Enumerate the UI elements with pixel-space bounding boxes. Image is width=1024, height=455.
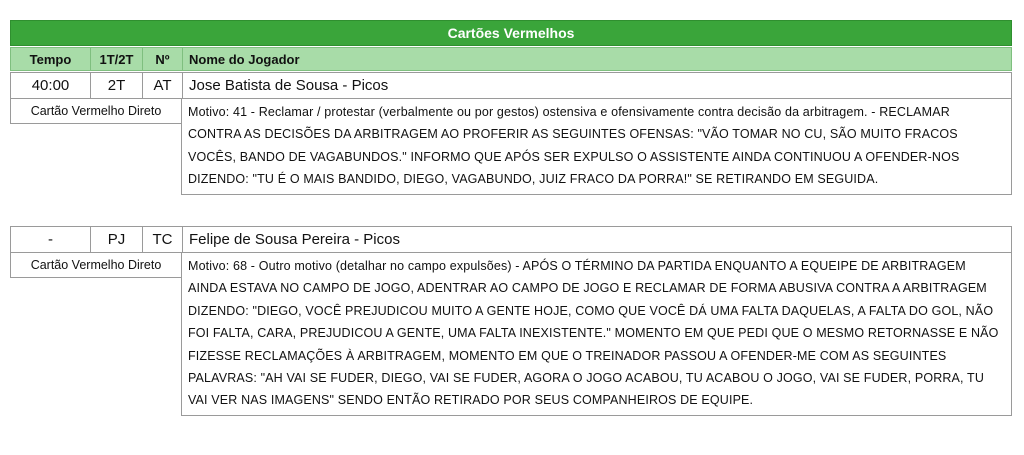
card-type: Cartão Vermelho Direto xyxy=(10,253,182,278)
section-title xyxy=(10,20,1012,46)
card-detail-row xyxy=(10,99,1012,195)
card-reason: Motivo: 68 - Outro motivo (detalhar no campo expulsões) - APÓS O TÉRMINO DA PARTIDA ENQUANTO A EQUEIPE DE ARBITRAGEM AINDA ESTAVA NO CAMPO DE JOGO, ADENTRAR AO CAMPO DE JOGO E RECLAMAR DE FORMA ABUSIVA CONTRA A ARBITRAGEM DIZENDO: "DIEGO, VOCÊ PREJUDICOU MUITO A GENTE HOJE, COMO QUE VOCÊ DÁ UMA FALTA DAQUELAS, A FALTA DO GOL, NÃO FOI FALTA, CARA, PREJUDICOU A GENTE, UMA FALTA INEXISTENTE." MOMENTO EM QUE PEDI QUE O MESMO RETORNASSE E NÃO FIZESSE RECLAMAÇÕES À ARBITRAGEM, MOMENTO EM QUE O TREINADOR PASSOU A OFENDER-ME COM AS SEGUINTES PALAVRAS: "AH VAI SE FUDER, DIEGO, VAI SE FUDER, AGORA O JOGO ACABOU, TU ACABOU O JOGO, VAI SE FUDER, PORRA, TU VAI VER NAS IMAGENS" SENDO ENTÃO RETIRADO POR SEUS COMPANHEIROS DE EQUIPE. xyxy=(181,253,1012,416)
card-summary-row xyxy=(10,72,1012,99)
card-tempo: 40:00 xyxy=(11,73,91,98)
card-player-name: Jose Batista de Sousa - Picos xyxy=(189,77,389,94)
red-card-entry xyxy=(10,226,1012,416)
card-detail-row xyxy=(10,253,1012,416)
card-type: Cartão Vermelho Direto xyxy=(10,99,182,124)
red-card-entry xyxy=(10,72,1012,195)
header-numero: Nº xyxy=(143,48,183,70)
card-periodo: PJ xyxy=(91,227,143,252)
card-reason: Motivo: 41 - Reclamar / protestar (verbalmente ou por gestos) ostensiva e ofensivamente contra decisão da arbitragem. - RECLAMAR CONTRA AS DECISÕES DA ARBITRAGEM AO PROFERIR AS SEGUINTES OFENSAS: "VÃO TOMAR NO CU, SÃO MUITO FRACOS VOCÊS, BANDO DE VAGABUNDOS." INFORMO QUE APÓS SER EXPULSO O ASSISTENTE AINDA CONTINUOU A OFENDER-NOS DIZENDO: "TU É O MAIS BANDIDO, DIEGO, VAGABUNDO, JUIZ FRACO DA PORRA!" SE RETIRANDO EM SEGUIDA. xyxy=(181,99,1012,195)
table-header xyxy=(10,47,1012,71)
card-periodo: 2T xyxy=(91,73,143,98)
card-summary-row xyxy=(10,226,1012,253)
card-tempo: - xyxy=(11,227,91,252)
header-tempo: Tempo xyxy=(11,48,91,70)
card-player-name: Felipe de Sousa Pereira - Picos xyxy=(189,231,400,248)
header-periodo: 1T/2T xyxy=(91,48,143,70)
header-nome: Nome do Jogador xyxy=(189,51,300,67)
card-numero: TC xyxy=(143,227,183,252)
section-title-text: Cartões Vermelhos xyxy=(447,25,575,41)
card-numero: AT xyxy=(143,73,183,98)
